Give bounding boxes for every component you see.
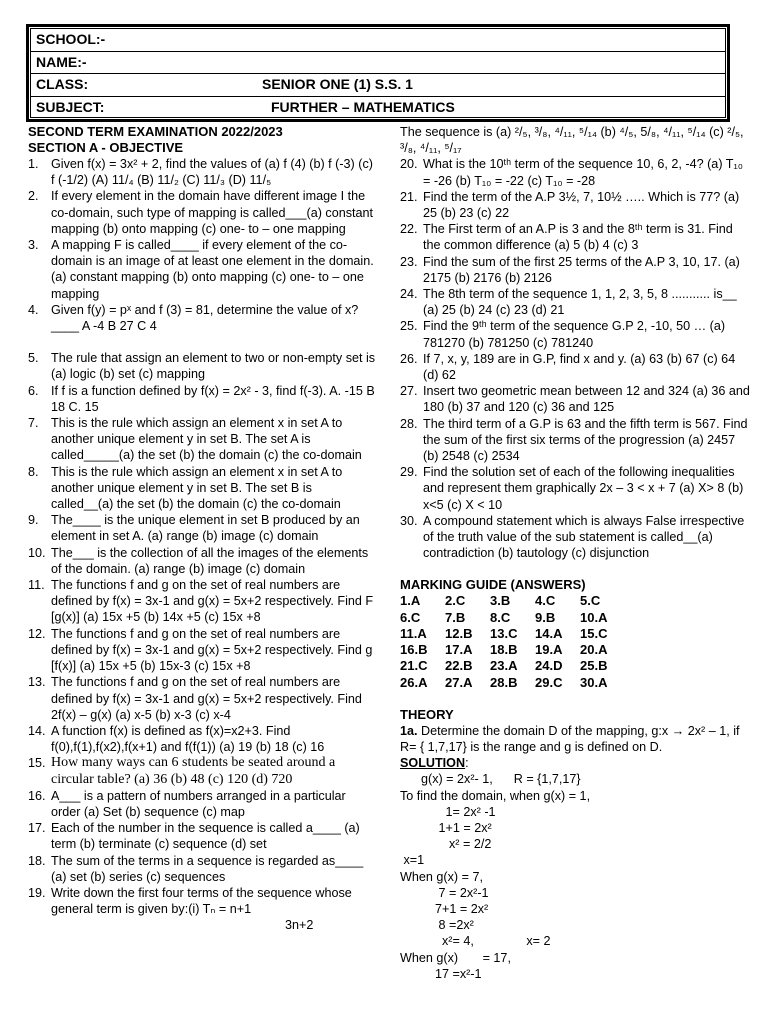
- answer-item: 15.C: [580, 625, 608, 641]
- question-number: 25.: [400, 319, 418, 334]
- answer-item: 2.C: [445, 593, 466, 609]
- solution-line: 1+1 = 2x²: [400, 820, 492, 835]
- class-label: CLASS:: [36, 76, 89, 92]
- theory-question: [400, 723, 752, 755]
- name-label: NAME:-: [36, 53, 87, 70]
- question-text: A___ is a pattern of numbers arranged in a particular order (a) Set (b) sequence (c) map: [51, 788, 346, 819]
- answer-item: 29.C: [535, 674, 563, 690]
- question-9: [28, 512, 376, 544]
- solution-line: 1= 2x² -1: [400, 804, 496, 819]
- question-number: 3.: [28, 238, 39, 253]
- question-text: Write down the first four terms of the sequence whose general term is given by:(i) Tₙ = n+1: [51, 885, 352, 917]
- question-26: [400, 351, 752, 383]
- header-row-subject: [31, 97, 725, 120]
- question-19: [28, 885, 376, 917]
- question-13: [28, 674, 376, 723]
- question-number: 13.: [28, 675, 46, 690]
- answer-item: 28.B: [490, 674, 518, 690]
- answer-item: 24.D: [535, 658, 563, 674]
- solution-line: x=1: [400, 853, 425, 868]
- question-text: The sum of the terms in a sequence is regarded as____ (a) set (b) series (c) sequences: [51, 853, 364, 884]
- question-17: [28, 820, 376, 852]
- right-column: [400, 124, 752, 982]
- question-number: 8.: [28, 464, 39, 479]
- question-2: [28, 188, 376, 237]
- question-28: [400, 416, 752, 465]
- question-29: [400, 464, 752, 513]
- subject-value: FURTHER – MATHEMATICS: [271, 98, 455, 115]
- question-8: [28, 464, 376, 513]
- question-number: 1.: [28, 157, 39, 171]
- question-text: Insert two geometric mean between 12 and 324 (a) 36 and 180 (b) 37 and 120 (c) 36 and 125: [423, 384, 750, 415]
- question-text: The First term of an A.P is 3 and the 8ᵗʰ term is 31. Find the common difference (a) 5 (b) 4 (c) 3: [423, 222, 733, 253]
- class-value: SENIOR ONE (1) S.S. 1: [262, 76, 413, 92]
- question-24: [400, 286, 752, 318]
- question-number: 30.: [400, 513, 418, 528]
- question-number: 7.: [28, 416, 39, 431]
- question-number: 4.: [28, 302, 39, 317]
- answer-item: 1.A: [400, 593, 421, 609]
- question-text: If 7, x, y, 189 are in G.P, find x and y. (a) 63 (b) 67 (c) 64 (d) 62: [423, 351, 736, 383]
- question-number: 2.: [28, 189, 39, 204]
- answer-item: 19.A: [535, 642, 563, 658]
- answer-item: 3.B: [490, 593, 511, 609]
- question-text: Find the solution set of each of the following inequalities and represent them graphically 2x – 3 < x + 7 (a) X> 8 (b) x<5 (c) X < 10: [423, 465, 744, 512]
- question-number: 9.: [28, 513, 39, 528]
- answer-item: 10.A: [580, 609, 608, 625]
- theory-question-text: Determine the domain D of the mapping, g:x → 2x² – 1, if R= { 1,7,17} is the range and g is defined on D.: [400, 723, 740, 754]
- question-number: 6.: [28, 383, 39, 398]
- question-text: How many ways can 6 students be seated around a circular table? (a) 36 (b) 48 (c) 120 (d) 720: [51, 755, 336, 787]
- question-21: [400, 189, 752, 221]
- question-text: If every element in the domain have different image I the co-domain, such type of mapping is called___(a) constant mapping (b) onto mapping (c) one- to – one mapping: [51, 189, 374, 236]
- answer-item: 18.B: [490, 642, 518, 658]
- solution-line: When g(x) = 17,: [400, 950, 511, 965]
- answer-item: 20.A: [580, 642, 608, 658]
- answer-item: 9.B: [535, 609, 556, 625]
- question-23: [400, 254, 752, 286]
- question-text: The functions f and g on the set of real numbers are defined by f(x) = 3x-1 and g(x) = 5x+2 respectively. Find g [f(x)] (a) 15x +5 (b) 15x-3 (c) 15x +8: [51, 626, 373, 674]
- left-column: [28, 124, 376, 934]
- q19-denominator: 3n+2: [285, 918, 314, 933]
- solution-line: To find the domain, when g(x) = 1,: [400, 788, 591, 803]
- question-number: 11.: [28, 578, 45, 593]
- question-number: 16.: [28, 788, 46, 803]
- solution-label: SOLUTION: [400, 756, 466, 771]
- answer-item: 5.C: [580, 593, 601, 609]
- question-18: [28, 853, 376, 885]
- question-5: [28, 350, 376, 382]
- question-text: This is the rule which assign an element x in set A to another unique element y in set B. The set A is called_____(a) the set (b) the domain (c) the co-domain: [51, 416, 362, 463]
- header-table: [30, 28, 726, 118]
- answer-item: 8.C: [490, 609, 511, 625]
- question-number: 29.: [400, 465, 418, 480]
- question-12: [28, 626, 376, 675]
- question-20: [400, 156, 752, 188]
- question-10: [28, 545, 376, 577]
- solution-line: 8 =2x²: [400, 918, 474, 933]
- question-text: A compound statement which is always False irrespective of the truth value of the sub statement is called__(a) contradiction (b) tautology (c) disjunction: [423, 513, 745, 561]
- question-4: [28, 302, 376, 334]
- question-7: [28, 415, 376, 464]
- question-27: [400, 383, 752, 415]
- sequence-answer-line: The sequence is (a) ²/₅, ³/₈, ⁴/₁₁, ⁵/₁₄ (b) ⁴/₅, 5/₈, ⁴/₁₁, ⁵/₁₄ (c) ²/₅, ³/₈, ⁴/₁₁, ⁵/₁₇: [400, 125, 744, 156]
- spacer: [28, 334, 376, 350]
- answer-item: 16.B: [400, 642, 428, 658]
- question-3: [28, 237, 376, 302]
- answer-item: 12.B: [445, 625, 473, 641]
- answer-item: 22.B: [445, 658, 473, 674]
- answer-item: 14.A: [535, 625, 563, 641]
- answer-item: 21.C: [400, 658, 428, 674]
- question-text: Given f(x) = 3x² + 2, find the values of (a) f (4) (b) f (-3) (c) f (-1/2) (A) 11/₄ (B) 11/₂ (C) 11/₃ (D) 11/₅: [51, 157, 373, 188]
- question-number: 15.: [28, 756, 46, 771]
- question-number: 23.: [400, 254, 418, 269]
- question-number: 22.: [400, 222, 418, 237]
- theory-question-label: 1a.: [400, 723, 418, 738]
- question-11: [28, 577, 376, 626]
- answer-item: 23.A: [490, 658, 518, 674]
- question-16: [28, 788, 376, 820]
- question-number: 19.: [28, 885, 46, 900]
- answer-item: 4.C: [535, 593, 556, 609]
- question-number: 21.: [400, 189, 418, 204]
- marking-guide-title: MARKING GUIDE (ANSWERS): [400, 577, 586, 593]
- question-text: The functions f and g on the set of real numbers are defined by f(x) = 3x-1 and g(x) = 5x+2 respectively. Find 2f(x) – g(x) (a) x-5 (b) x-3 (c) x-4: [51, 675, 362, 722]
- question-text: The 8th term of the sequence 1, 1, 2, 3, 5, 8 ........... is__ (a) 25 (b) 24 (c) 23 (d) 21: [423, 287, 737, 318]
- school-label: SCHOOL:-: [36, 31, 106, 47]
- answer-grid: [400, 593, 752, 690]
- answer-item: 25.B: [580, 658, 608, 674]
- question-text: If f is a function defined by f(x) = 2x² - 3, find f(-3). A. -15 B 18 C. 15: [51, 383, 375, 414]
- question-1: [28, 156, 376, 188]
- question-6: [28, 383, 376, 415]
- question-number: 18.: [28, 853, 46, 868]
- header-row-school: [31, 29, 725, 52]
- question-22: [400, 221, 752, 253]
- question-text: This is the rule which assign an element x in set A to another unique element y in set B. The set B is called__(a) the set (b) the domain (c) the co-domain: [51, 464, 343, 512]
- answer-item: 30.A: [580, 674, 608, 690]
- question-number: 10.: [28, 545, 46, 560]
- question-text: A mapping F is called____ if every element of the co-domain is an image of at least one element in the domain. (a) constant mapping (b) onto mapping (c) one- to – one mapping: [51, 238, 374, 301]
- solution-line: 7+1 = 2x²: [400, 901, 489, 916]
- solution-block: [400, 771, 752, 982]
- solution-line: x² = 2/2: [400, 837, 492, 852]
- answer-item: 26.A: [400, 674, 428, 690]
- answer-item: 11.A: [400, 625, 427, 641]
- question-text: A function f(x) is defined as f(x)=x2+3. Find f(0),f(1),f(x2),f(x+1) and f(f(1)) (a) 19 (b) 18 (c) 16: [51, 723, 325, 755]
- question-text: The third term of a G.P is 63 and the fifth term is 567. Find the sum of the first six terms of the progression (a) 2457 (b) 2548 (c) 2534: [423, 416, 748, 464]
- solution-line: x²= 4, x= 2: [400, 934, 551, 949]
- question-text: What is the 10ᵗʰ term of the sequence 10, 6, 2, -4? (a) T₁₀ = -26 (b) T₁₀ = -22 (c) T₁₀ = -28: [423, 157, 743, 188]
- question-number: 14.: [28, 723, 46, 738]
- solution-heading: SOLUTION:: [400, 756, 469, 771]
- solution-line: 7 = 2x²-1: [400, 885, 489, 900]
- question-30: [400, 513, 752, 562]
- answer-item: 17.A: [445, 642, 473, 658]
- subject-label: SUBJECT:: [36, 98, 105, 115]
- question-number: 5.: [28, 351, 39, 366]
- exam-title: SECOND TERM EXAMINATION 2022/2023: [28, 124, 283, 139]
- question-number: 20.: [400, 157, 418, 172]
- question-number: 17.: [28, 821, 46, 836]
- header-row-class: [31, 74, 725, 97]
- question-text: Find the term of the A.P 3½, 7, 10½ ….. Which is 77? (a) 25 (b) 23 (c) 22: [423, 189, 740, 221]
- question-number: 12.: [28, 626, 46, 641]
- question-text: The rule that assign an element to two or non-empty set is (a) logic (b) set (c) mapping: [51, 351, 376, 382]
- question-14: [28, 723, 376, 755]
- solution-line: When g(x) = 7,: [400, 869, 483, 884]
- answer-item: 6.C: [400, 609, 421, 625]
- question-number: 28.: [400, 416, 418, 431]
- question-text: The functions f and g on the set of real numbers are defined by f(x) = 3x-1 and g(x) = 5x+2 respectively. Find F [g(x)] (a) 15x +5 (b) 14x +5 (c) 15x +8: [51, 578, 374, 625]
- question-text: Each of the number in the sequence is called a____ (a) term (b) terminate (c) sequence (d) set: [51, 821, 360, 852]
- question-text: The____ is the unique element in set B produced by an element in set A. (a) range (b) image (c) domain: [51, 513, 360, 544]
- answer-item: 7.B: [445, 609, 466, 625]
- spacer: [400, 691, 752, 707]
- answer-item: 27.A: [445, 674, 473, 690]
- question-number: 27.: [400, 384, 418, 399]
- question-25: [400, 318, 752, 350]
- section-title: SECTION A - OBJECTIVE: [28, 140, 184, 155]
- answer-item: 13.C: [490, 625, 518, 641]
- question-number: 26.: [400, 351, 418, 366]
- spacer: [400, 561, 752, 577]
- question-text: Find the 9ᵗʰ term of the sequence G.P 2, -10, 50 … (a) 781270 (b) 781250 (c) 781240: [423, 319, 726, 350]
- question-text: Given f(y) = pˣ and f (3) = 81, determine the value of x?____ A -4 B 27 C 4: [51, 302, 359, 334]
- theory-title: THEORY: [400, 706, 454, 722]
- question-15: [28, 755, 376, 787]
- question-text: The___ is the collection of all the images of the elements of the domain. (a) range (b) image (c) domain: [51, 545, 369, 576]
- question-text: Find the sum of the first 25 terms of the A.P 3, 10, 17. (a) 2175 (b) 2176 (b) 2126: [423, 254, 740, 285]
- solution-line: 17 =x²-1: [400, 966, 482, 981]
- header-row-name: [31, 52, 725, 75]
- solution-line: g(x) = 2x²- 1, R = {1,7,17}: [400, 772, 581, 787]
- question-number: 24.: [400, 287, 418, 302]
